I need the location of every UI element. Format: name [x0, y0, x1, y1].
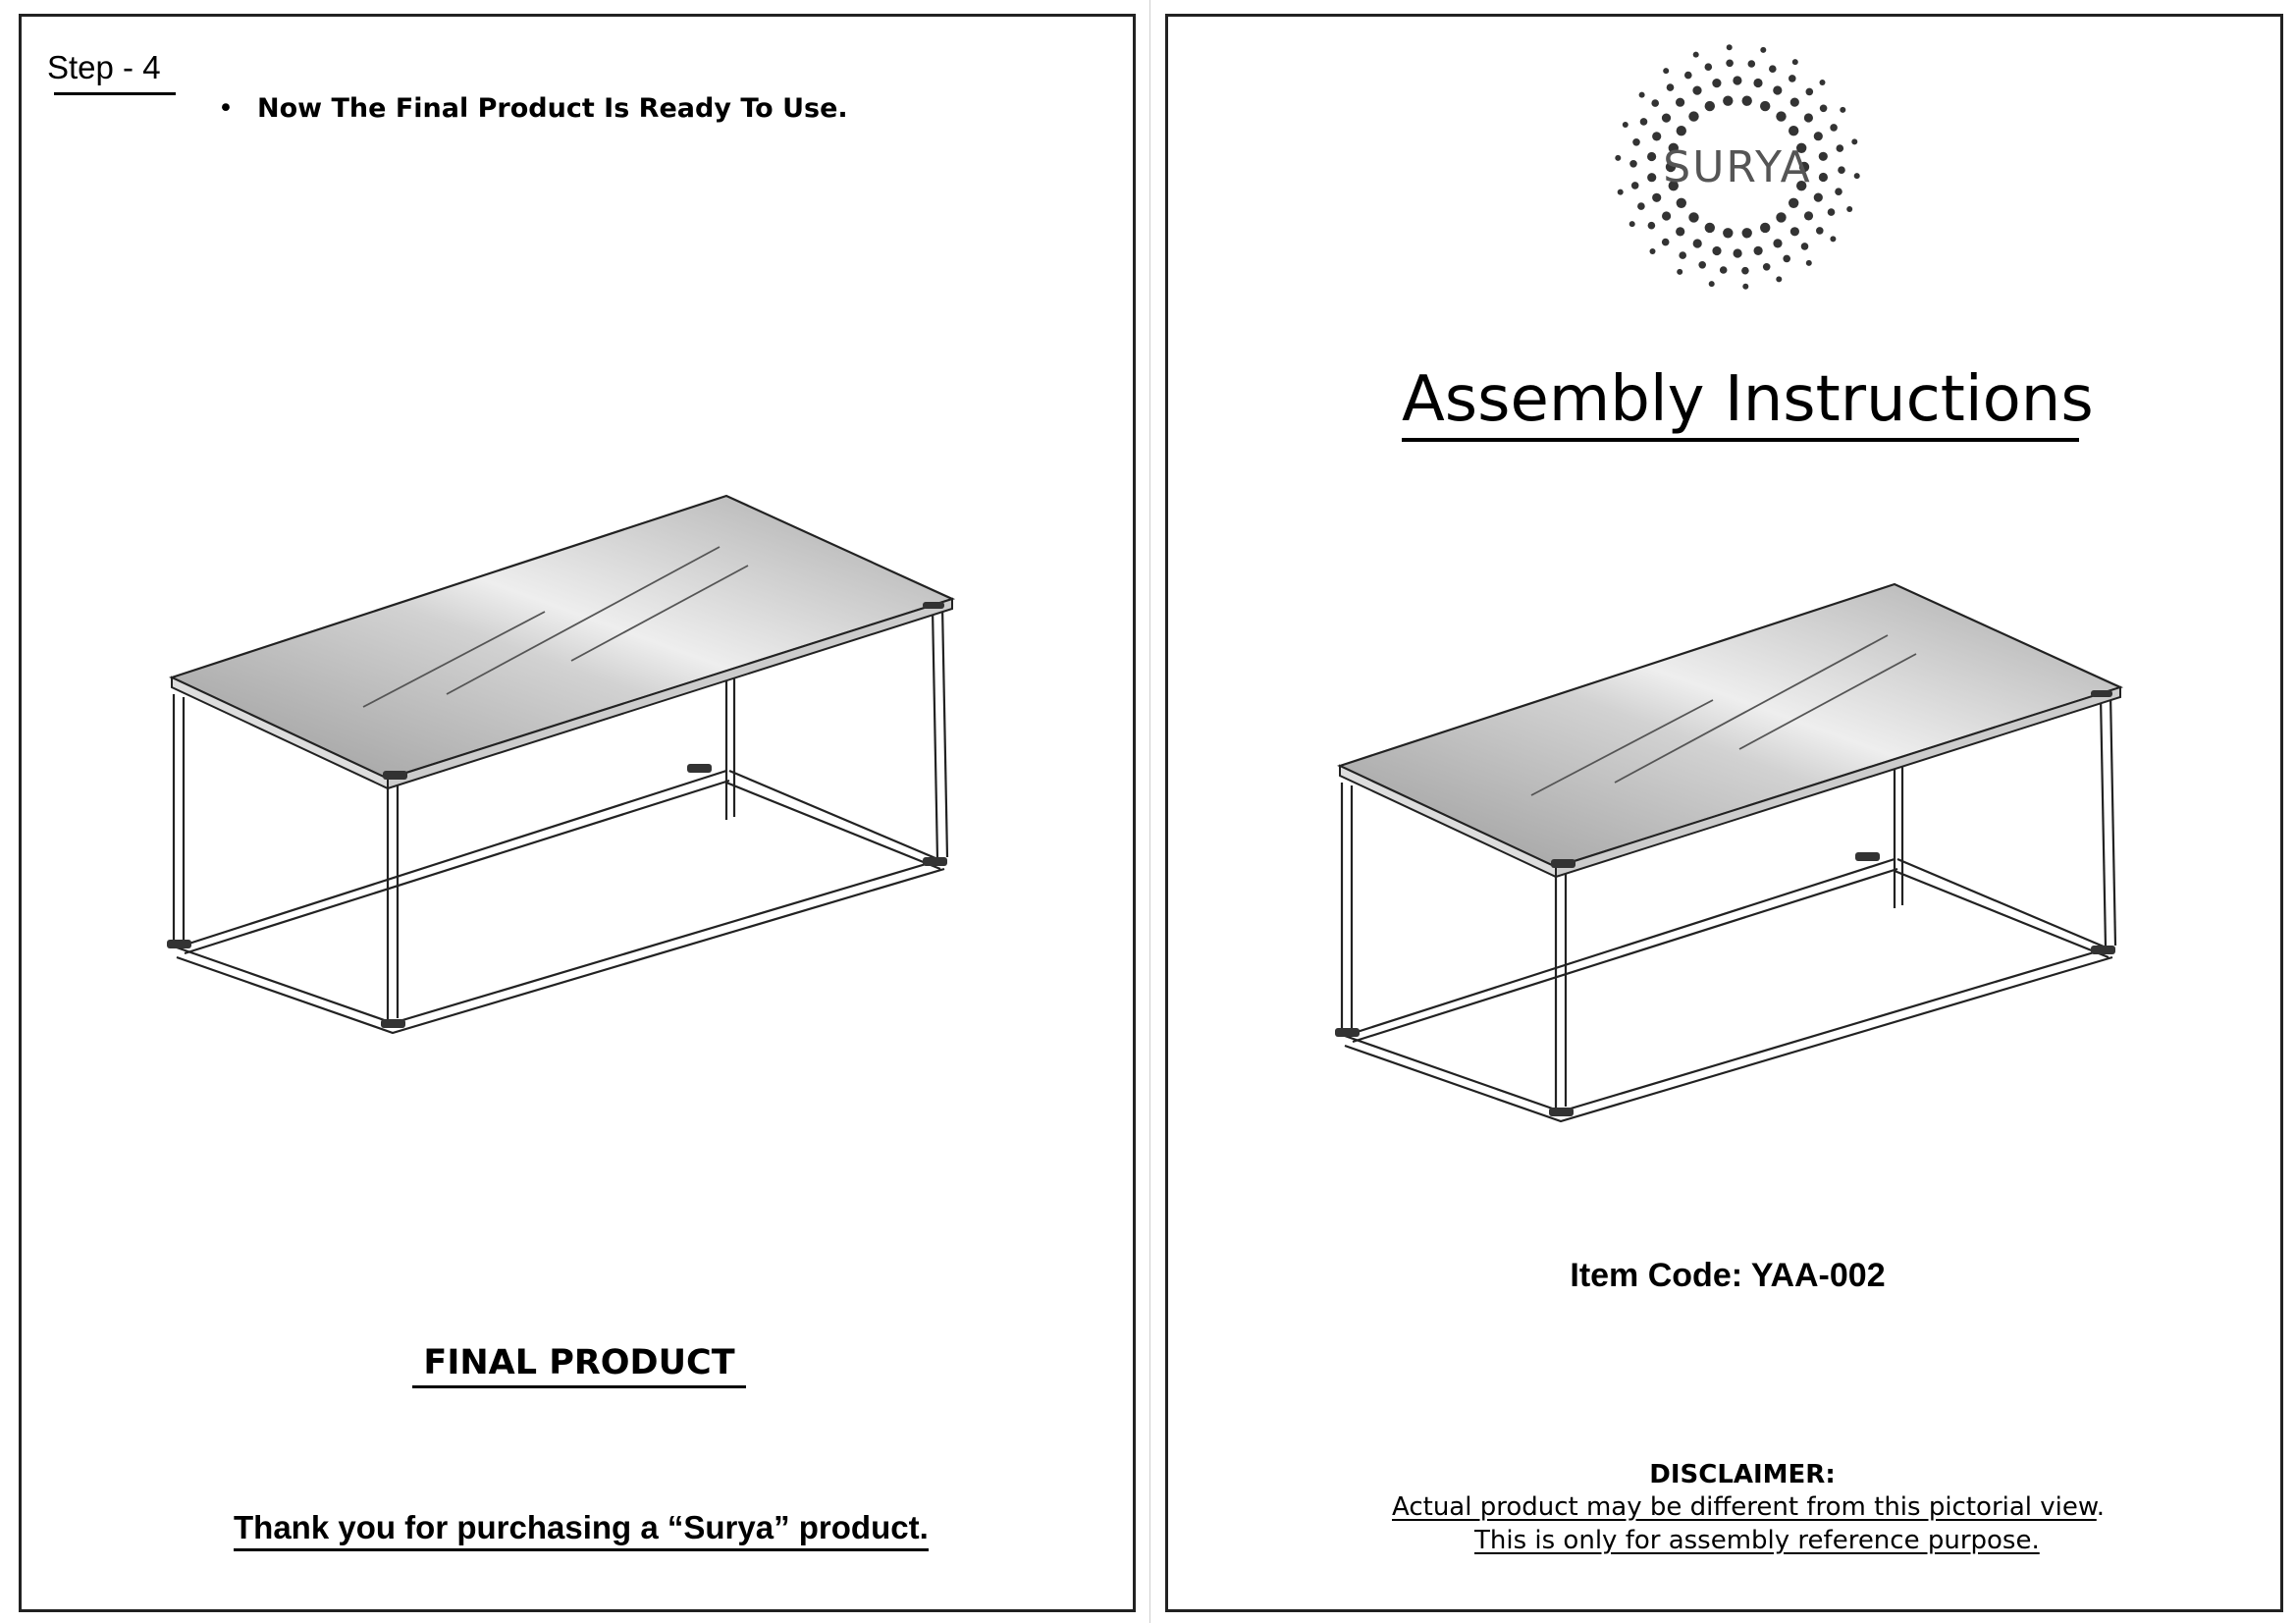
bullet-icon: • — [218, 93, 234, 124]
logo-dot — [1830, 236, 1836, 242]
logo-dot — [1789, 198, 1798, 208]
logo-dot — [1662, 211, 1671, 220]
logo-dot — [1727, 44, 1733, 50]
disclaimer-line-1-text: Actual product may be different from this pictorial view — [1392, 1492, 2097, 1522]
logo-dot — [1760, 47, 1766, 53]
logo-dot — [1837, 144, 1844, 152]
logo-dot — [1790, 98, 1799, 107]
logo-dot — [1801, 243, 1809, 250]
logo-dot — [1773, 239, 1782, 247]
logo-dot — [1733, 76, 1741, 84]
logo-dot — [1618, 189, 1624, 195]
logo-dot — [1677, 126, 1686, 135]
logo-dot — [1769, 65, 1777, 73]
logo-dot — [1748, 60, 1756, 68]
logo-dot — [1629, 160, 1637, 168]
logo-dot — [1705, 63, 1713, 71]
logo-dot — [1726, 60, 1734, 68]
logo-dot — [1820, 80, 1826, 85]
instruction-text — [218, 93, 848, 124]
logo-dot — [1723, 96, 1733, 106]
logo-dot — [1742, 96, 1752, 106]
final-product-illustration — [137, 476, 1021, 1070]
logo-dot — [1790, 227, 1799, 236]
item-code: Item Code: YAA-002 — [1570, 1257, 1886, 1294]
logo-dot — [1640, 118, 1648, 126]
step-label: Step - 4 — [47, 49, 161, 85]
logo-dot — [1693, 239, 1702, 247]
logo-dot — [1632, 138, 1640, 146]
logo-dot — [1651, 99, 1659, 107]
logo-dot — [1693, 52, 1699, 58]
logo-dot — [1828, 208, 1836, 216]
logo-dot — [1676, 227, 1684, 236]
logo-dot — [1760, 223, 1770, 233]
logo-dot — [1854, 173, 1860, 179]
page-title: Assembly Instructions — [1402, 363, 2079, 442]
logo-dot — [1776, 212, 1786, 222]
logo-dot — [1792, 59, 1798, 65]
logo-dot — [1648, 222, 1656, 230]
logo-dot — [1712, 79, 1721, 87]
logo-dot — [1650, 248, 1656, 254]
disclaimer-heading: DISCLAIMER: — [1649, 1460, 1836, 1489]
logo-dot — [1684, 72, 1692, 80]
thank-you-text: Thank you for purchasing a “Surya” product. — [234, 1509, 929, 1551]
logo-dot — [1820, 105, 1828, 113]
logo-dot — [1804, 211, 1813, 220]
logo-dot — [1742, 284, 1748, 290]
logo-dot — [1705, 223, 1715, 233]
logo-dot — [1753, 79, 1762, 87]
logo-dot — [1742, 228, 1752, 238]
logo-dot — [1662, 114, 1671, 123]
logo-dot — [1804, 113, 1813, 122]
logo-dot — [1667, 83, 1675, 91]
logo-dot — [1814, 193, 1823, 202]
logo-dot — [1773, 85, 1782, 94]
final-product-caption: FINAL PRODUCT — [412, 1343, 746, 1388]
logo-dot — [1677, 198, 1686, 208]
logo-dot — [1631, 182, 1639, 189]
logo-wordmark: SURYA — [1663, 142, 1812, 192]
logo-dot — [1637, 202, 1645, 210]
product-illustration — [1306, 565, 2189, 1159]
logo-dot — [1806, 260, 1812, 266]
logo-dot — [1688, 212, 1698, 222]
surya-logo — [1610, 39, 1865, 295]
logo-dot — [1692, 86, 1701, 95]
instruction-label: Now The Final Product Is Ready To Use. — [257, 93, 848, 124]
logo-dot — [1789, 126, 1798, 135]
disclaimer-line-1 — [1392, 1492, 2105, 1522]
disclaimer-line-1-end: . — [2096, 1492, 2106, 1522]
logo-dot — [1789, 75, 1796, 82]
logo-dot — [1783, 255, 1790, 263]
logo-dot — [1806, 88, 1814, 96]
logo-dot — [1652, 132, 1661, 140]
logo-dot — [1838, 166, 1845, 174]
logo-dot — [1741, 267, 1749, 275]
logo-dot — [1639, 92, 1645, 98]
logo-dot — [1763, 263, 1771, 271]
logo-dot — [1662, 239, 1670, 246]
logo-dot — [1647, 173, 1656, 182]
logo-dot — [1840, 107, 1845, 113]
logo-dot — [1712, 246, 1721, 255]
logo-dot — [1754, 246, 1763, 255]
logo-dot — [1819, 173, 1828, 182]
step-underline — [54, 92, 176, 95]
logo-dot — [1629, 221, 1635, 227]
logo-dot — [1846, 206, 1852, 212]
logo-dot — [1688, 111, 1698, 121]
logo-dot — [1709, 281, 1715, 287]
logo-dot — [1705, 101, 1715, 111]
logo-dot — [1698, 261, 1706, 269]
logo-dot — [1723, 228, 1733, 238]
disclaimer-line-2-text: This is only for assembly reference purpose. — [1474, 1526, 2040, 1555]
logo-dot — [1676, 98, 1684, 107]
logo-dot — [1647, 152, 1656, 161]
logo-dot — [1760, 101, 1770, 111]
logo-dot — [1819, 152, 1828, 161]
logo-dot — [1720, 266, 1728, 274]
page-divider — [1149, 0, 1150, 1623]
logo-dot — [1830, 124, 1838, 132]
disclaimer-line-2 — [1474, 1526, 2040, 1555]
logo-dot — [1679, 251, 1686, 259]
logo-dot — [1734, 248, 1742, 257]
logo-dot — [1776, 111, 1786, 121]
logo-dot — [1835, 188, 1842, 195]
logo-dot — [1851, 138, 1857, 144]
logo-dot — [1615, 155, 1621, 161]
logo-dot — [1663, 68, 1669, 74]
logo-dot — [1816, 227, 1824, 235]
logo-dot — [1652, 193, 1661, 202]
logo-dot — [1814, 132, 1823, 140]
logo-dot — [1677, 269, 1682, 275]
logo-dot — [1776, 276, 1782, 282]
logo-dot — [1623, 122, 1629, 128]
